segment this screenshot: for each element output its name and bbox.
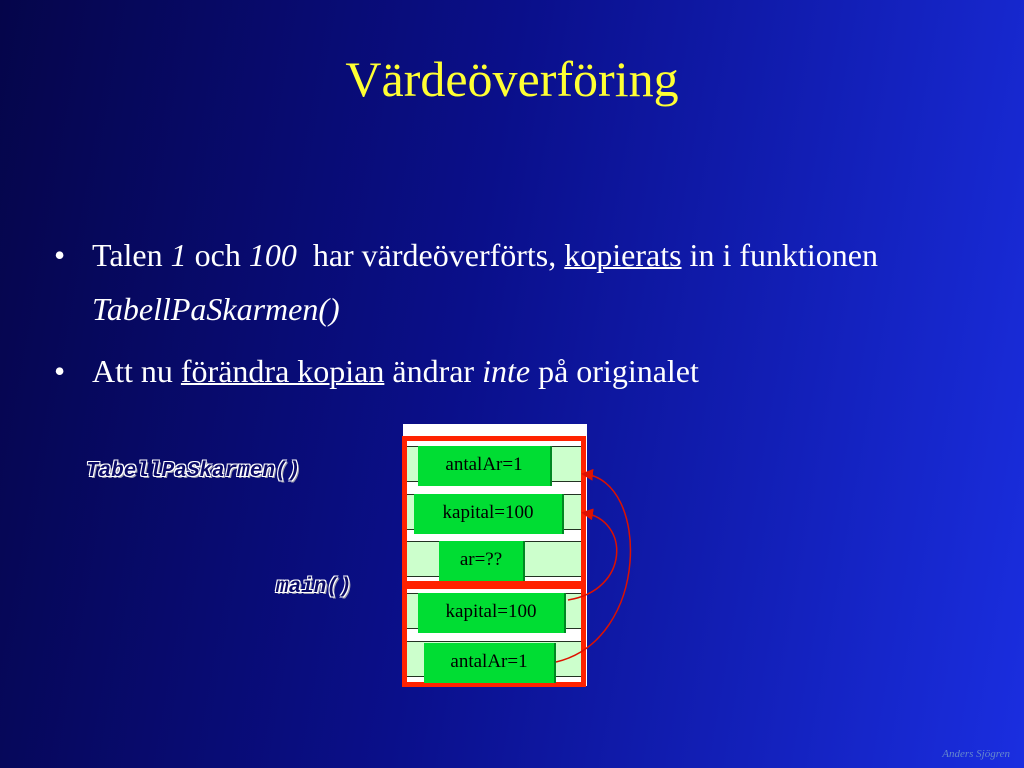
stack-cell-antalar-copy: antalAr=1 <box>418 446 552 486</box>
bullet-1-number-1: 1 <box>170 237 187 273</box>
slide-title: Värdeöverföring <box>345 51 679 107</box>
bullet-1-number-100: 100 <box>248 237 297 273</box>
bullet-1-kopierats: kopierats <box>564 237 682 273</box>
stack-cell-kapital-copy: kapital=100 <box>414 494 564 534</box>
bullet-1-text-b: och <box>186 237 249 273</box>
arrow-kapital-copy <box>568 513 617 600</box>
bullet-2-text-a: Att nu <box>92 353 181 389</box>
bullet-icon: • <box>54 237 66 273</box>
bullet-icon: • <box>54 353 66 389</box>
bullet-2-forandra-kopian: förändra kopian <box>180 353 385 389</box>
stack-cell-ar: ar=?? <box>439 541 525 581</box>
bullet-1-function-name: TabellPaSkarmen() <box>92 291 340 327</box>
main-frame-label: main() <box>276 576 352 599</box>
bullet-2-text-c: på originalet <box>530 353 699 389</box>
bullet-1-text-a: Talen <box>92 237 171 273</box>
bullet-1-text-c: har värdeöverförts, <box>296 237 565 273</box>
bullet-1-text-d: in i funktionen <box>681 237 878 273</box>
bullet-2-inte: inte <box>482 353 531 389</box>
bullet-2-text-b: ändrar <box>384 353 483 389</box>
function-frame-label: TabellPaSkarmen() <box>86 460 301 483</box>
arrow-antalar-copy <box>556 474 630 662</box>
stack-cell-kapital-original: kapital=100 <box>418 593 566 633</box>
author-footer: Anders Sjögren <box>942 748 1010 760</box>
stack-cell-antalar-original: antalAr=1 <box>424 643 556 683</box>
